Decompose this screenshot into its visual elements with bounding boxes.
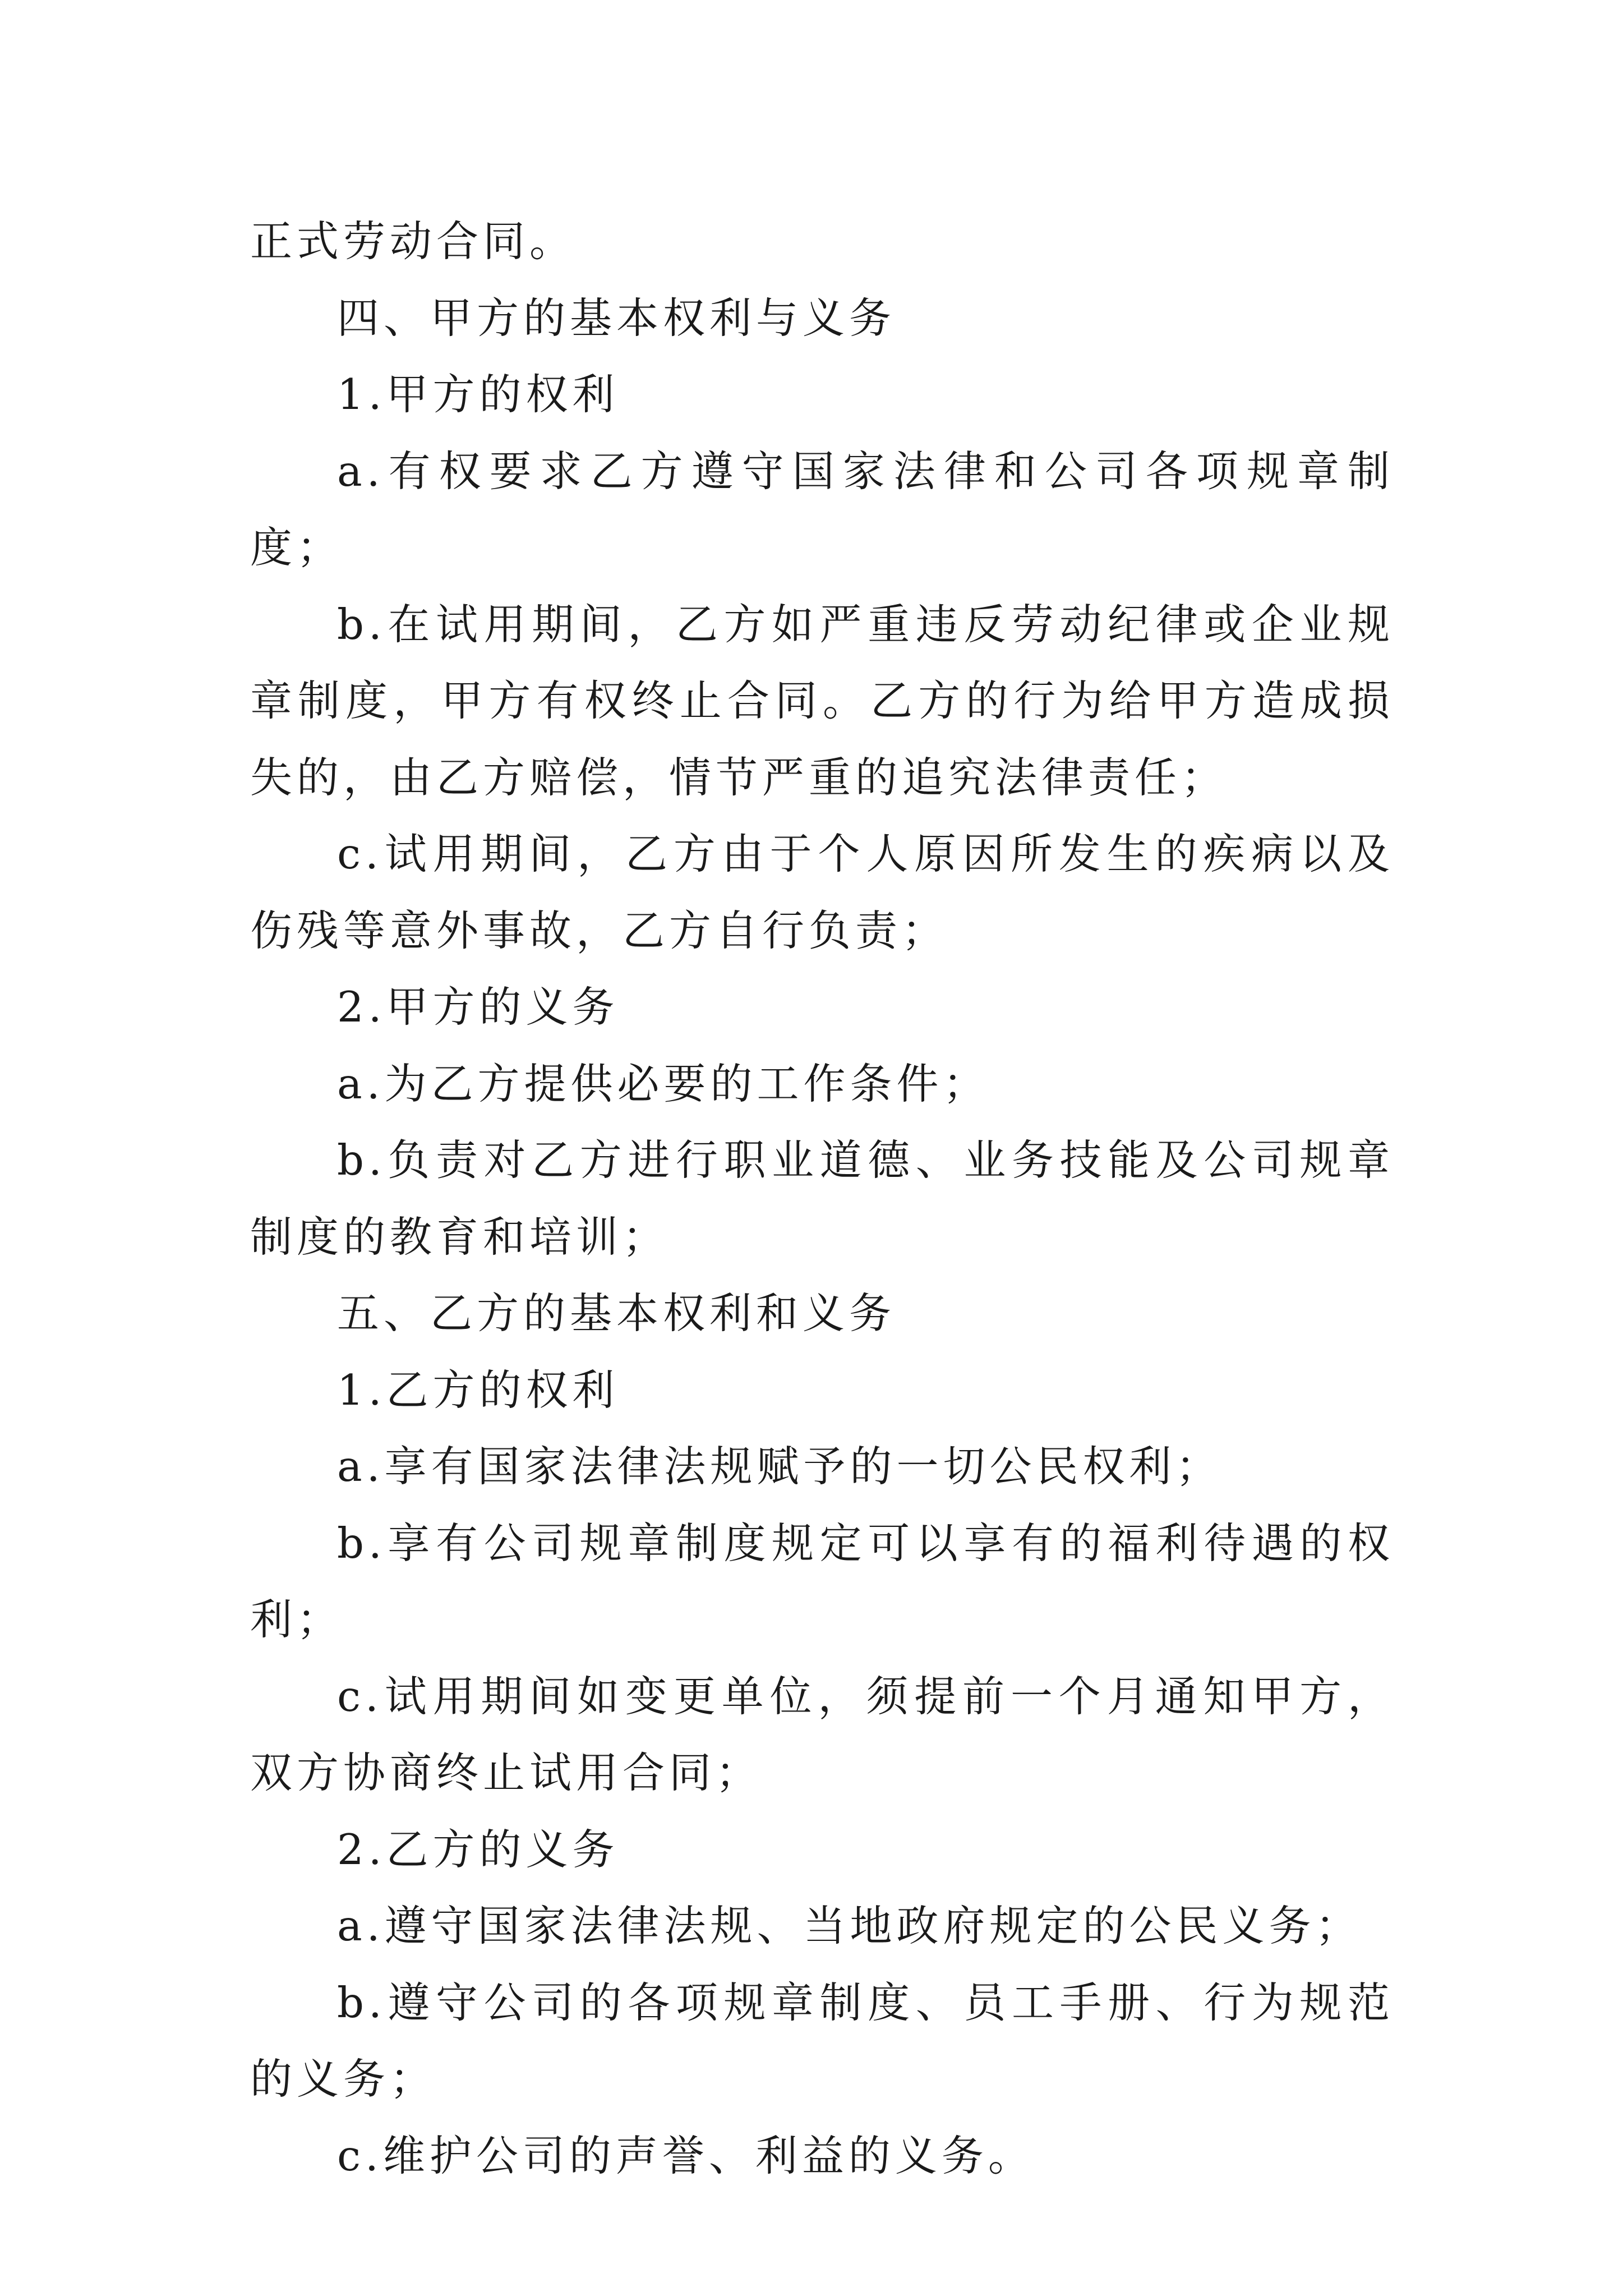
section-heading-party-b-rights-duties: 五、乙方的基本权利和义务 xyxy=(337,1289,896,1338)
section-heading-party-a-rights-duties: 四、甲方的基本权利与义务 xyxy=(337,293,896,343)
list-item-party-b-right-a: a.享有国家法律法规赋予的一切公民权利； xyxy=(337,1442,1223,1491)
list-item-party-b-duty-a: a.遵守国家法律法规、当地政府规定的公民义务； xyxy=(337,1901,1362,1950)
list-item-party-a-right-a: a.有权要求乙方遵守国家法律和公司各项规章制度； xyxy=(250,446,1394,572)
list-item-party-b-right-c: c.试用期间如变更单位，须提前一个月通知甲方，双方协商终止试用合同； xyxy=(250,1671,1394,1797)
list-item-party-a-right-b: b.在试用期间，乙方如严重违反劳动纪律或企业规章制度，甲方有权终止合同。乙方的行为给甲方造成损失的，由乙方赔偿，情节严重的追究法律责任； xyxy=(250,599,1394,802)
list-item-party-a-duty-a: a.为乙方提供必要的工作条件； xyxy=(337,1059,990,1108)
paragraph-contract-continuation: 正式劳动合同。 xyxy=(250,217,577,266)
document-body xyxy=(250,203,1394,2194)
subheading-party-b-duties: 2.乙方的义务 xyxy=(337,1824,619,1874)
list-item-party-b-right-b: b.享有公司规章制度规定可以享有的福利待遇的权利； xyxy=(250,1518,1394,1644)
list-item-party-a-right-c: c.试用期间，乙方由于个人原因所发生的疾病以及伤残等意外事故，乙方自行负责； xyxy=(250,829,1394,955)
list-item-party-b-duty-c: c.维护公司的声誉、利益的义务。 xyxy=(337,2131,1035,2180)
subheading-party-a-duties: 2.甲方的义务 xyxy=(337,982,619,1032)
list-item-party-a-duty-b: b.负责对乙方进行职业道德、业务技能及公司规章制度的教育和培训； xyxy=(250,1135,1394,1262)
subheading-party-b-rights: 1.乙方的权利 xyxy=(337,1365,619,1415)
subheading-party-a-rights: 1.甲方的权利 xyxy=(337,370,619,419)
list-item-party-b-duty-b: b.遵守公司的各项规章制度、员工手册、行为规范的义务； xyxy=(250,1977,1394,2104)
